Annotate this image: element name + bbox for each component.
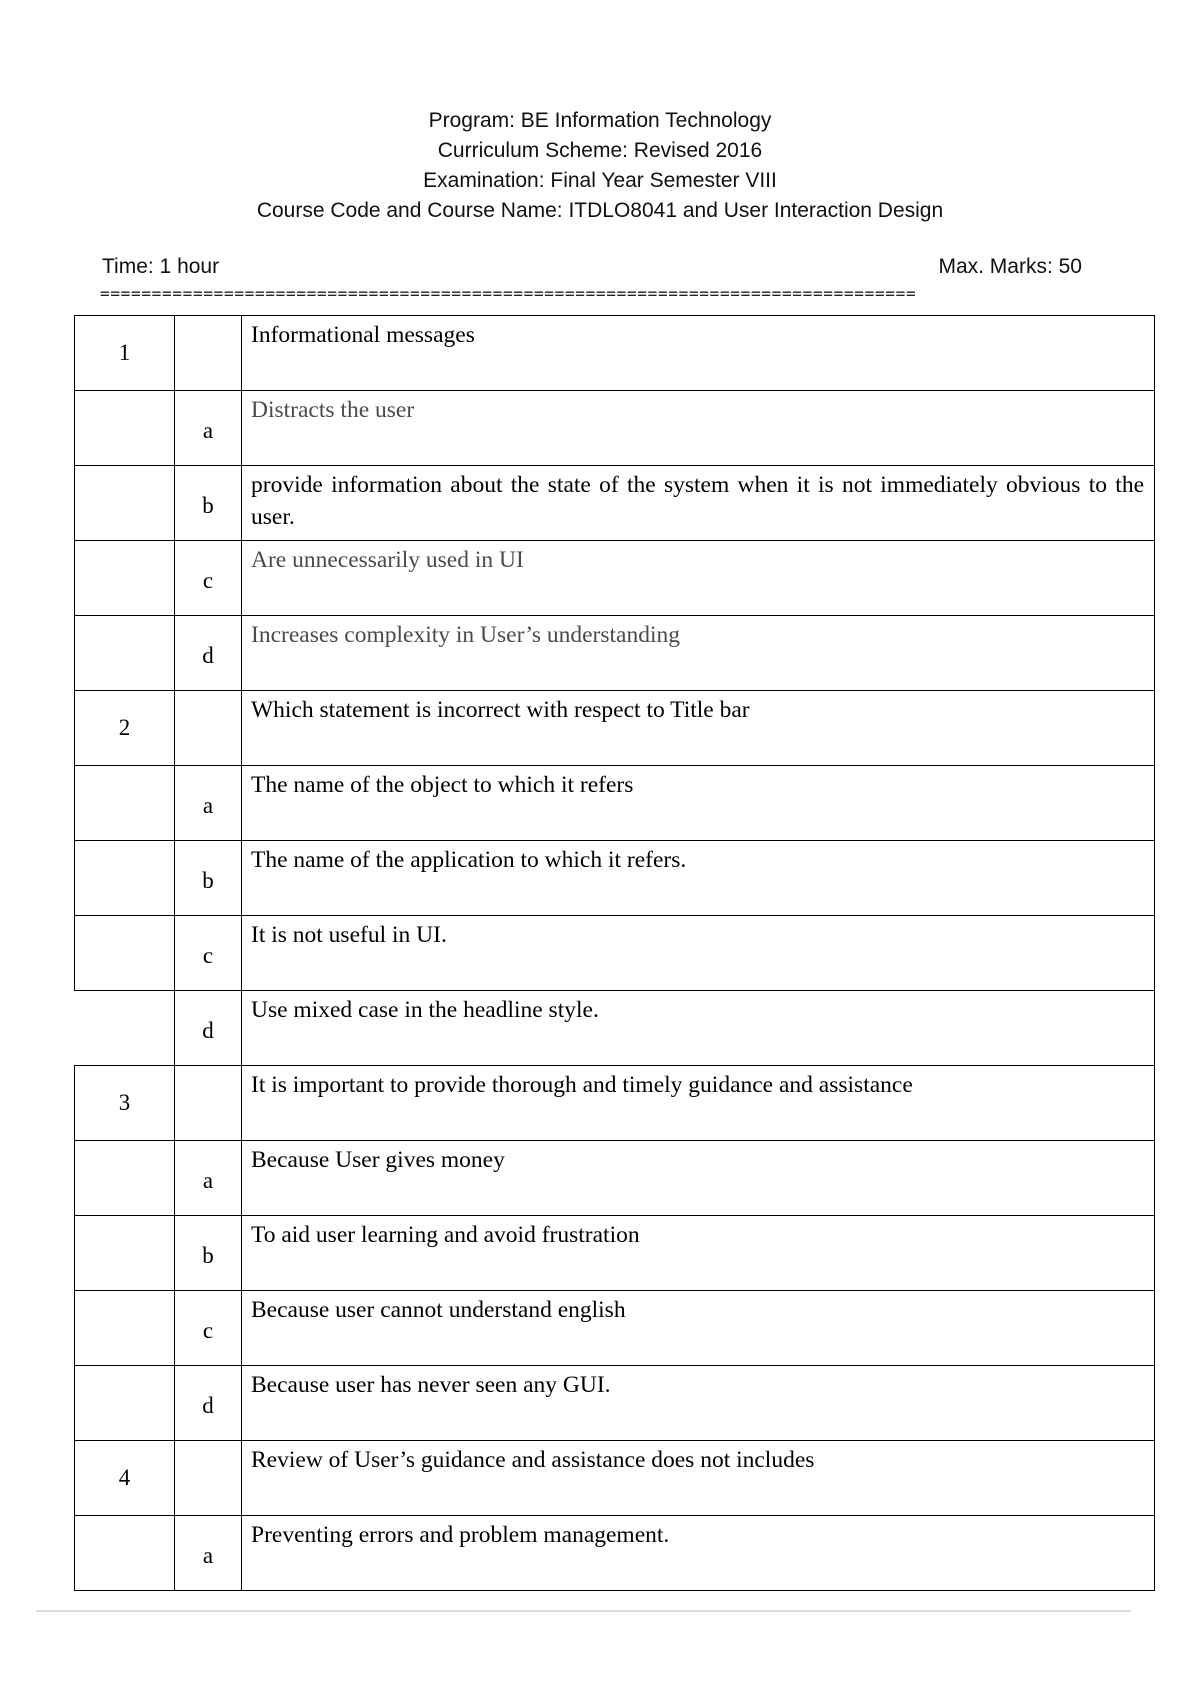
option-text: Because User gives money	[242, 1141, 1155, 1216]
question-number: 4	[75, 1441, 175, 1516]
option-letter: c	[175, 541, 242, 616]
option-letter	[175, 1441, 242, 1516]
option-letter: b	[175, 841, 242, 916]
question-number: 3	[75, 1066, 175, 1141]
option-letter: a	[175, 1141, 242, 1216]
option-letter	[175, 1066, 242, 1141]
max-marks-label: Max. Marks: 50	[938, 255, 1082, 278]
question-number	[75, 1141, 175, 1216]
option-letter: b	[175, 466, 242, 541]
table-row	[75, 1291, 1155, 1366]
table-row	[75, 466, 1155, 541]
table-row	[75, 316, 1155, 391]
option-letter: d	[175, 616, 242, 691]
option-letter: a	[175, 391, 242, 466]
question-number	[75, 1216, 175, 1291]
table-row	[75, 616, 1155, 691]
question-number	[75, 916, 175, 991]
question-number	[75, 541, 175, 616]
option-letter: a	[175, 1516, 242, 1591]
question-number	[75, 466, 175, 541]
table-row	[75, 391, 1155, 466]
question-text: Which statement is incorrect with respect to Title bar	[242, 691, 1155, 766]
question-text: Review of User’s guidance and assistance does not includes	[242, 1441, 1155, 1516]
option-text: Because user has never seen any GUI.	[242, 1366, 1155, 1441]
option-letter	[175, 691, 242, 766]
option-text: The name of the object to which it refers	[242, 766, 1155, 841]
table-row	[75, 1366, 1155, 1441]
option-text: It is not useful in UI.	[242, 916, 1155, 991]
option-text: Are unnecessarily used in UI	[242, 541, 1155, 616]
option-letter: a	[175, 766, 242, 841]
option-letter: b	[175, 1216, 242, 1291]
option-text: The name of the application to which it refers.	[242, 841, 1155, 916]
question-number	[75, 1516, 175, 1591]
question-number	[75, 1366, 175, 1441]
question-number	[75, 766, 175, 841]
option-text: Preventing errors and problem management.	[242, 1516, 1155, 1591]
question-number	[75, 1291, 175, 1366]
separator-rule: ===============================================================================	[100, 286, 917, 303]
option-letter: d	[175, 991, 242, 1066]
examination-line: Examination: Final Year Semester VIII	[423, 169, 777, 192]
question-number: 1	[75, 316, 175, 391]
option-letter	[175, 316, 242, 391]
option-text: Because user cannot understand english	[242, 1291, 1155, 1366]
option-letter: c	[175, 1291, 242, 1366]
question-text: Informational messages	[242, 316, 1155, 391]
option-text: provide information about the state of the system when it is not immediately obvious to the user.	[242, 466, 1155, 541]
question-table	[74, 315, 1155, 1591]
table-row	[75, 1141, 1155, 1216]
table-row	[75, 1066, 1155, 1141]
question-number	[75, 991, 175, 1066]
question-text: It is important to provide thorough and timely guidance and assistance	[242, 1066, 1155, 1141]
question-number	[75, 391, 175, 466]
time-label: Time: 1 hour	[102, 255, 220, 278]
table-row	[75, 916, 1155, 991]
question-number	[75, 616, 175, 691]
table-row	[75, 841, 1155, 916]
option-text: Use mixed case in the headline style.	[242, 991, 1155, 1066]
course-line: Course Code and Course Name: ITDLO8041 and User Interaction Design	[256, 199, 944, 222]
page-footer-divider	[36, 1610, 1131, 1612]
option-letter: c	[175, 916, 242, 991]
program-line: Program: BE Information Technology	[428, 109, 772, 132]
question-number	[75, 841, 175, 916]
table-row	[75, 541, 1155, 616]
option-text: Increases complexity in User’s understanding	[242, 616, 1155, 691]
option-letter: d	[175, 1366, 242, 1441]
table-row	[75, 691, 1155, 766]
question-number: 2	[75, 691, 175, 766]
table-row	[75, 991, 1155, 1066]
exam-header	[0, 106, 1200, 226]
table-row	[75, 1516, 1155, 1591]
table-row	[75, 1441, 1155, 1516]
curriculum-line: Curriculum Scheme: Revised 2016	[437, 139, 763, 162]
table-row	[75, 1216, 1155, 1291]
table-row	[75, 766, 1155, 841]
option-text: Distracts the user	[242, 391, 1155, 466]
option-text: To aid user learning and avoid frustration	[242, 1216, 1155, 1291]
